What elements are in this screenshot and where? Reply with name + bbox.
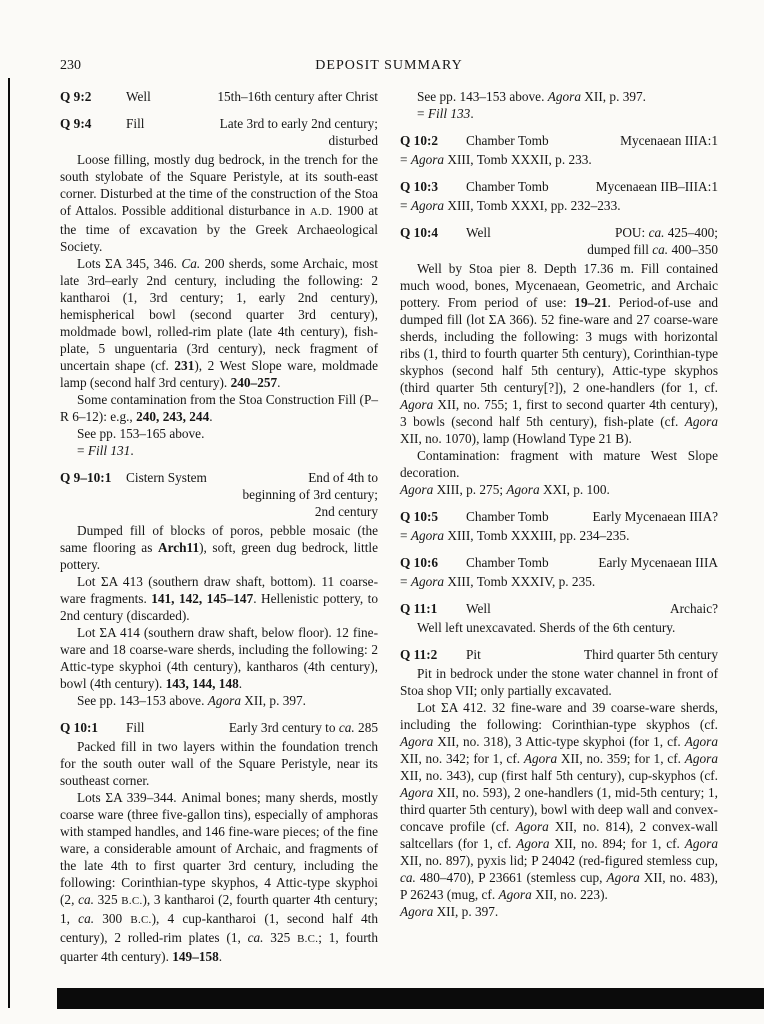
entry-date-line: End of 4th to [308, 470, 378, 485]
paragraph: Well by Stoa pier 8. Depth 17.36 m. Fill contained much wood, bones, Mycenaean, Geometric, and Archaic pottery. From period of use: 19–21. Period-of-use and dumped fill (lot ΣΑ 366). 52 fine-ware and 27 coarse-ware sherds, including the following: 3 mugs with horizontal ribs (1, third to fourth quarter 5th century), Corinthian-type skyphos (second half 5th century), Attic-type skyphos (third quarter 5th century[?]), 2 one-handlers (for 1, cf. Agora XII, no. 755; 1, first to second quarter 4th century), 3 bowls (second half 5th century), fish-plate (cf. Agora XII, no. 1070), lamp (Howland Type 21 B). [400, 261, 718, 446]
paragraph: = Fill 133. [417, 106, 474, 121]
entry-date [549, 132, 718, 149]
entry-date-line: beginning of 3rd century; [242, 487, 378, 502]
entry-id: Q 9:4 [60, 116, 92, 131]
entry-heading [400, 646, 718, 663]
entry-date-line: disturbed [328, 133, 378, 148]
entry-id: Q 10:5 [400, 509, 439, 524]
entry-heading [400, 178, 718, 195]
right-column [400, 88, 718, 965]
scan-artifact-left-line [8, 78, 10, 1008]
entry-date-line: dumped fill ca. 400–350 [587, 242, 718, 257]
entry-id: Q 10:4 [400, 225, 439, 240]
entry-id: Q 10:1 [60, 720, 99, 735]
paragraph: See pp. 153–165 above. [77, 426, 205, 441]
entry-id: Q 9–10:1 [60, 470, 112, 485]
entry-heading [60, 469, 378, 520]
entry-heading [400, 600, 718, 617]
entry-date [144, 115, 378, 149]
entry-date-line: Late 3rd to early 2nd century; [219, 116, 378, 131]
entry-heading [400, 224, 718, 258]
paragraph: Lot ΣΑ 414 (southern draw shaft, below floor). 12 fine-ware and 18 coarse-ware sherds, including the following: 2 Attic-type skyphoi (4th century), kantharos (4th century), bowl (4th century). 143, 144, 148. [60, 625, 378, 691]
entry-heading [60, 719, 378, 736]
entry-date-line: Early 3rd century to ca. 285 [228, 720, 378, 735]
paragraph: = Agora XIII, Tomb XXXIII, pp. 234–235. [400, 528, 630, 543]
entry-type: Well [466, 601, 491, 616]
entry-type: Well [126, 89, 151, 104]
entry-type: Fill [126, 720, 145, 735]
two-column-text [60, 88, 718, 965]
left-column [60, 88, 378, 965]
paragraph: Some contamination from the Stoa Construction Fill (P–R 6–12): e.g., 240, 243, 244. [60, 392, 379, 424]
entry-id: Q 11:2 [400, 647, 438, 662]
page-number: 230 [60, 58, 81, 73]
paragraph: Loose filling, mostly dug bedrock, in the trench for the south stylobate of the Square Peristyle, at its south-east corner. Disturbed at the time of the construction of the Stoa of Attalos. Possible additional disturbance in A.D. 1900 at the time of excavation by the Greek Archaeological Society. [60, 152, 378, 254]
entry-date [151, 88, 378, 105]
paragraph: = Agora XIII, Tomb XXXII, p. 233. [400, 152, 592, 167]
entry-heading [400, 132, 718, 149]
entry-id: Q 11:1 [400, 601, 438, 616]
entry-date [549, 508, 718, 525]
entry-heading [400, 554, 718, 571]
entry-date-line: Archaic? [670, 601, 718, 616]
paragraph: = Fill 131. [77, 443, 134, 458]
entry-date [549, 178, 718, 195]
paragraph: Packed fill in two layers within the foundation trench for the south outer wall of the Square Peristyle, near its southeast corner. [60, 739, 378, 788]
entry-heading [60, 88, 378, 105]
entry-type: Chamber Tomb [466, 179, 549, 194]
entry-date-line: Early Mycenaean IIIA [598, 555, 718, 570]
entry-date-line: 15th–16th century after Christ [217, 89, 378, 104]
paragraph: Lots ΣΑ 339–344. Animal bones; many sherds, mostly coarse ware (three five-gallon tins), especially of amphoras with stamped handles, and 146 fine-ware pieces; of the fine ware, a considerable amount of Archaic, and fragments of the late 4th to first quarter 3rd century, including the following: Corinthian-type skyphos, 4 Attic-type skyphoi (2, ca. 325 B.C.), 3 kantharoi (2, fourth quarter 4th century; 1, ca. 300 B.C.), 4 cup-kantharoi (1, second half 4th century), 2 rolled-rim plates (1, ca. 325 B.C.; 1, fourth quarter 4th century). 149–158. [60, 790, 379, 964]
paragraph: Lots ΣΑ 345, 346. Ca. 200 sherds, some Archaic, most late 3rd–early 2nd century, including the following: 2 kantharoi (1, 3rd century; 1, early 2nd century), hemispherical bowl (second quarter 3rd century), moldmade bowl, rolled-rim plate (late 4th century), fish-plate, 5 unguentaria (3rd century), neck fragment of uncertain shape (cf. 231), 2 West Slope ware, moldmade lamp (second half 3rd century). 240–257. [60, 256, 378, 390]
paragraph: See pp. 143–153 above. Agora XII, p. 397. [77, 693, 306, 708]
entry-heading [400, 508, 718, 525]
paragraph: Lot ΣΑ 413 (southern draw shaft, bottom). 11 coarse-ware fragments. 141, 142, 145–147. Hellenistic pottery, to 2nd century (discarded). [60, 574, 378, 623]
entry-type: Fill [126, 116, 145, 131]
entry-date-line: Mycenaean IIB–IIIA:1 [595, 179, 718, 194]
page-title: DEPOSIT SUMMARY [315, 58, 463, 73]
page-header [60, 58, 718, 74]
paragraph: Agora XIII, p. 275; Agora XXI, p. 100. [400, 482, 610, 497]
entry-date [207, 469, 378, 520]
entry-date [491, 224, 718, 258]
entry-heading [60, 115, 378, 149]
entry-date [481, 646, 718, 663]
entry-id: Q 9:2 [60, 89, 92, 104]
entry-id: Q 10:6 [400, 555, 439, 570]
entry-type: Pit [466, 647, 481, 662]
paragraph: Well left unexcavated. Sherds of the 6th century. [417, 620, 676, 635]
entry-type: Cistern System [126, 470, 207, 485]
paragraph: See pp. 143–153 above. Agora XII, p. 397. [417, 89, 646, 104]
entry-date-line: POU: ca. 425–400; [614, 225, 718, 240]
entry-date [549, 554, 718, 571]
entry-type: Chamber Tomb [466, 509, 549, 524]
paragraph: = Agora XIII, Tomb XXXI, pp. 232–233. [400, 198, 621, 213]
entry-id: Q 10:2 [400, 133, 439, 148]
entry-date-line: Third quarter 5th century [583, 647, 718, 662]
entry-date [144, 719, 378, 736]
paragraph: Dumped fill of blocks of poros, pebble mosaic (the same flooring as Arch11), soft, green dug bedrock, little pottery. [60, 523, 378, 572]
scan-artifact-bottom-bar [57, 988, 764, 1009]
book-page [60, 58, 718, 965]
paragraph: Contamination: fragment with mature West Slope decoration. [400, 448, 718, 480]
entry-id: Q 10:3 [400, 179, 439, 194]
entry-date-line: Early Mycenaean IIIA? [592, 509, 718, 524]
entry-type: Chamber Tomb [466, 555, 549, 570]
entry-date [491, 600, 718, 617]
paragraph: Lot ΣΑ 412. 32 fine-ware and 39 coarse-ware sherds, including the following: Corinthian-type skyphos (cf. Agora XII, no. 318), 3 Attic-type skyphoi (for 1, cf. Agora XII, no. 342; for 1, cf. Agora XII, no. 359; for 1, cf. Agora XII, no. 343), cup (first half 5th century), cup-skyphos (cf. Agora XII, no. 593), 2 one-handlers (1, mid-5th century; 1, third quarter 5th century), bowl with deep wall and convex-concave profile (cf. Agora XII, no. 814), 2 convex-wall saltcellars (for 1, cf. Agora XII, no. 894; for 1, cf. Agora XII, no. 897), pyxis lid; P 24042 (red-figured stemless cup, ca. 480–470), P 23661 (stemless cup, Agora XII, no. 483), P 26243 (mug, cf. Agora XII, no. 223). [400, 700, 719, 902]
paragraph: Pit in bedrock under the stone water channel in front of Stoa shop VII; only partially excavated. [400, 666, 718, 698]
paragraph: = Agora XIII, Tomb XXXIV, p. 235. [400, 574, 596, 589]
entry-type: Well [466, 225, 491, 240]
paragraph: Agora XII, p. 397. [400, 904, 499, 919]
entry-type: Chamber Tomb [466, 133, 549, 148]
entry-date-line: 2nd century [314, 504, 378, 519]
entry-date-line: Mycenaean IIIA:1 [620, 133, 718, 148]
